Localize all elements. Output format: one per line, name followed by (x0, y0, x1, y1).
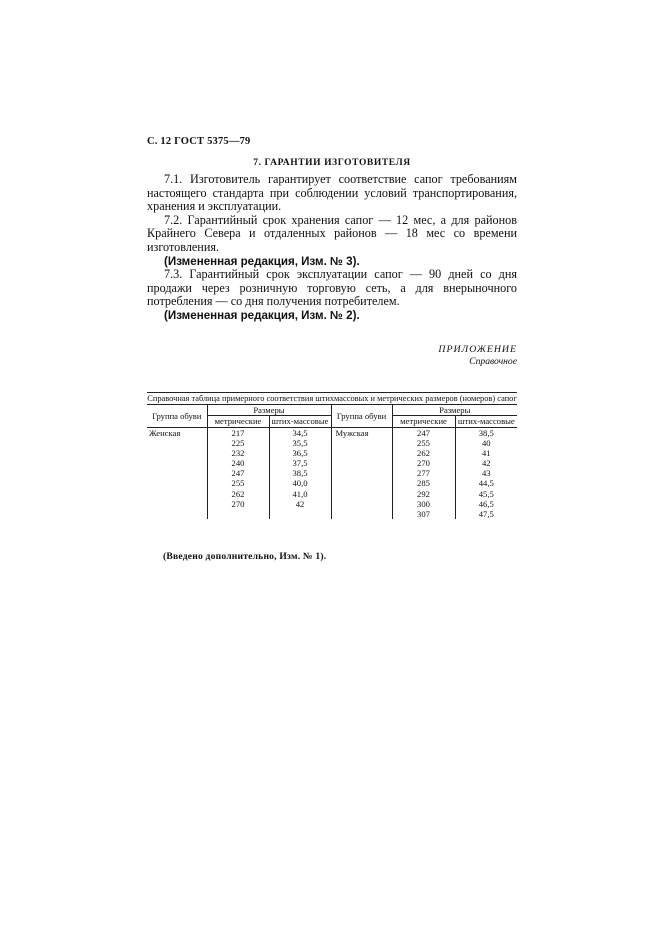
table-cell: 292 (417, 488, 430, 499)
table-cell: 43 (481, 468, 491, 479)
amendment-footnote: (Введено дополнительно, Изм. № 1). (163, 551, 327, 562)
table-cell: 38,5 (292, 468, 308, 479)
header-sizes-right: Размеры (392, 405, 517, 416)
section-body (147, 173, 517, 323)
table-cell: 42 (481, 458, 491, 469)
table-cell: 247 (417, 428, 430, 438)
women-group-cell (147, 428, 207, 519)
table-cell: 37,5 (292, 458, 308, 469)
table-cell: 277 (417, 468, 430, 479)
table-cell: 225 (231, 438, 245, 449)
table-cell: 41 (481, 448, 491, 459)
table-cell: 34,5 (292, 428, 308, 438)
page-header: С. 12 ГОСТ 5375—79 (147, 136, 251, 147)
table-cell: 247 (231, 468, 245, 479)
header-group-right: Группа обуви (331, 405, 392, 428)
table-caption: Справочная таблица примерного соответствия штихмассовых и метрических размеров (номеров) сапог (147, 394, 517, 403)
table-cell: 47,5 (478, 508, 494, 519)
amendment-note-2: (Измененная редакция, Изм. № 2). (164, 308, 360, 322)
table-cell: 240 (231, 458, 245, 469)
table-cell: 255 (231, 478, 245, 489)
header-metric-right: метрические (392, 416, 455, 428)
paragraph-7-1: 7.1. Изготовитель гарантирует соответствие сапог требованиям настоящего стандарта при соблюдении условий транспортирования, хранения и эксплуатации. (147, 172, 517, 214)
table-cell: 217 (231, 428, 245, 438)
table-cell: 42 (295, 498, 305, 509)
table-cell: 44,5 (478, 478, 494, 489)
header-shtikh-right: штих-массовые (455, 416, 517, 428)
table-cell: 262 (417, 448, 430, 459)
table-cell: 36,5 (292, 448, 308, 459)
men-group-cell (331, 428, 392, 519)
appendix-type: Справочное (469, 356, 517, 367)
table-cell: 40 (481, 438, 491, 449)
header-sizes-left: Размеры (207, 405, 331, 416)
table-cell: 262 (231, 488, 245, 499)
table-cell: 255 (417, 438, 430, 449)
table-cell: 285 (417, 478, 430, 489)
appendix-label: ПРИЛОЖЕНИЕ (438, 344, 517, 355)
table-cell: 46,5 (478, 498, 494, 509)
women-group-label: Женская (149, 428, 181, 438)
section-title: 7. ГАРАНТИИ ИЗГОТОВИТЕЛЯ (253, 158, 411, 168)
table-cell: 232 (231, 448, 245, 459)
men-metric-column (392, 428, 455, 519)
table-cell: 270 (417, 458, 430, 469)
table-cell: 45,5 (478, 488, 494, 499)
appendix-heading (147, 344, 517, 368)
size-correspondence-table (147, 392, 517, 519)
table-cell: 307 (417, 508, 430, 519)
table-cell: 300 (417, 498, 430, 509)
men-group-label: Мужская (335, 428, 369, 438)
header-shtikh-left: штих-массовые (269, 416, 331, 428)
table-cell: 270 (231, 498, 245, 509)
table-cell: 41,0 (292, 488, 308, 499)
table-cell: 35,5 (292, 438, 308, 449)
women-shtikh-column (269, 428, 331, 519)
women-metric-column (207, 428, 269, 519)
table-cell: 38,5 (478, 428, 494, 438)
table-cell: 40,0 (292, 478, 308, 489)
amendment-note-3: (Измененная редакция, Изм. № 3). (164, 254, 360, 268)
header-metric-left: метрические (207, 416, 269, 428)
paragraph-7-3: 7.3. Гарантийный срок эксплуатации сапог — 90 дней со дня продажи через розничную торговую сеть, а для внерыночного потребления — со дня получения потребителем. (147, 267, 517, 309)
paragraph-7-2: 7.2. Гарантийный срок хранения сапог — 12 мес, а для районов Крайнего Севера и отдаленных районов — 18 мес со времени изготовления. (147, 212, 517, 254)
header-group-left: Группа обуви (147, 405, 207, 428)
men-shtikh-column (455, 428, 517, 519)
